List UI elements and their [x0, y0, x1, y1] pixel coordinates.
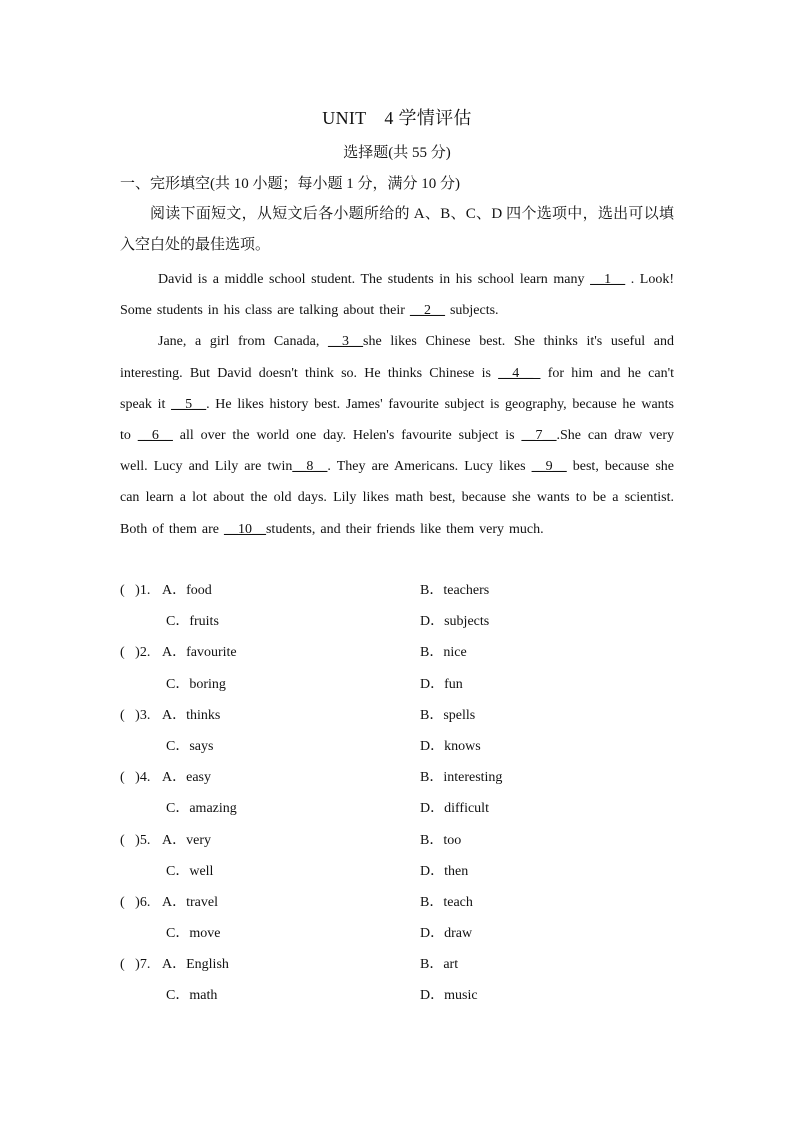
option-b: B．interesting: [420, 770, 503, 786]
blank-4: __4__: [498, 365, 541, 381]
question-row: [120, 669, 674, 700]
option-a: A．English: [162, 957, 229, 973]
passage-text: all over the world one day. Helen's favourite subject is: [172, 428, 522, 444]
question-row: [120, 825, 674, 856]
passage-text: Jane, a girl from Canada,: [158, 334, 329, 350]
option-d: D．then: [420, 863, 469, 879]
option-a: A．favourite: [162, 645, 237, 661]
page-subtitle: 选择题(共 55 分): [343, 145, 451, 161]
passage-text: . They are Americans. Lucy likes: [327, 459, 532, 475]
question-number: ( )4.: [120, 770, 151, 786]
passage-text: David is a middle school student. The students in his school learn many: [158, 272, 591, 287]
option-d: D．fun: [420, 676, 463, 692]
option-b: B．art: [420, 957, 459, 973]
passage: [120, 264, 674, 545]
question-row: [120, 700, 674, 731]
question-row: [120, 793, 674, 824]
passage-text: best, because she can learn a lot about the old days. Lily likes math best, because she wants to be a scientist. Both of them are: [120, 459, 674, 537]
blank-8: __8__: [292, 459, 328, 475]
option-c: C．fruits: [166, 614, 219, 630]
option-a: A．very: [162, 832, 211, 848]
blank-1: __1__: [590, 272, 626, 287]
blank-7: __7__: [521, 428, 557, 444]
blank-6: __6__: [137, 428, 173, 444]
option-d: D．difficult: [420, 801, 489, 817]
question-row: [120, 856, 674, 887]
section-heading: 一、完形填空(共 10 小题；每小题 1 分，满分 10 分): [120, 176, 460, 192]
question-row: [120, 887, 674, 918]
question-number: ( )7.: [120, 957, 151, 973]
option-c: C．says: [166, 738, 214, 754]
option-b: B．spells: [420, 707, 476, 723]
option-d: D．draw: [420, 926, 473, 942]
option-a: A．travel: [162, 894, 218, 910]
question-number: ( )5.: [120, 832, 151, 848]
passage-text: she likes Chinese best. She thinks it's useful and interesting. But David doesn't think so. He thinks Chinese is: [120, 334, 674, 381]
option-b: B．too: [420, 832, 462, 848]
question-row: [120, 949, 674, 980]
instructions: 阅读下面短文，从短文后各小题所给的 A、B、C、D 四个选项中，选出可以填入空白处的最佳选项。: [120, 206, 674, 253]
passage-text: subjects.: [444, 303, 499, 319]
option-c: C．math: [166, 988, 218, 1004]
blank-9: __9__: [531, 459, 567, 475]
option-c: C．move: [166, 926, 221, 942]
passage-text: .She can draw very well. Lucy and Lily are twin: [120, 428, 675, 475]
question-row: [120, 575, 674, 606]
option-c: C．well: [166, 863, 214, 879]
blank-5: __5__: [171, 396, 207, 412]
page-title: UNIT 4 学情评估: [322, 108, 472, 128]
option-d: D．music: [420, 988, 478, 1004]
passage-paragraph-2: [120, 326, 674, 544]
question-row: [120, 731, 674, 762]
passage-text: for him and he can't speak it: [120, 365, 675, 412]
passage-text: . He likes history best. James' favourite subject is geography, because he wants to: [120, 396, 675, 444]
blank-10: __10__: [223, 521, 266, 537]
question-number: ( )3.: [120, 707, 151, 723]
option-a: A．easy: [162, 770, 211, 786]
question-number: ( )2.: [120, 645, 151, 661]
question-row: [120, 762, 674, 793]
question-row: [120, 980, 674, 1011]
option-d: D．knows: [420, 738, 481, 754]
option-c: C．boring: [166, 676, 226, 692]
option-b: B．nice: [420, 645, 467, 661]
blank-2: __2__: [409, 303, 445, 319]
option-a: A．thinks: [162, 707, 221, 723]
passage-text: . Look! Some students in his class are talking about their: [120, 272, 675, 319]
blank-3: __3__: [328, 334, 364, 350]
option-c: C．amazing: [166, 801, 237, 817]
exam-page: [120, 0, 674, 1123]
passage-text: students, and their friends like them very much.: [265, 521, 544, 537]
option-b: B．teach: [420, 894, 473, 910]
question-list: [120, 575, 674, 1012]
question-row: [120, 918, 674, 949]
option-a: A．food: [162, 583, 212, 598]
question-number: ( )6.: [120, 894, 151, 910]
question-number: ( )1.: [120, 583, 151, 598]
option-b: B．teachers: [420, 583, 490, 598]
question-row: [120, 606, 674, 637]
passage-paragraph-1: [120, 264, 674, 326]
question-row: [120, 637, 674, 668]
option-d: D．subjects: [420, 614, 490, 630]
